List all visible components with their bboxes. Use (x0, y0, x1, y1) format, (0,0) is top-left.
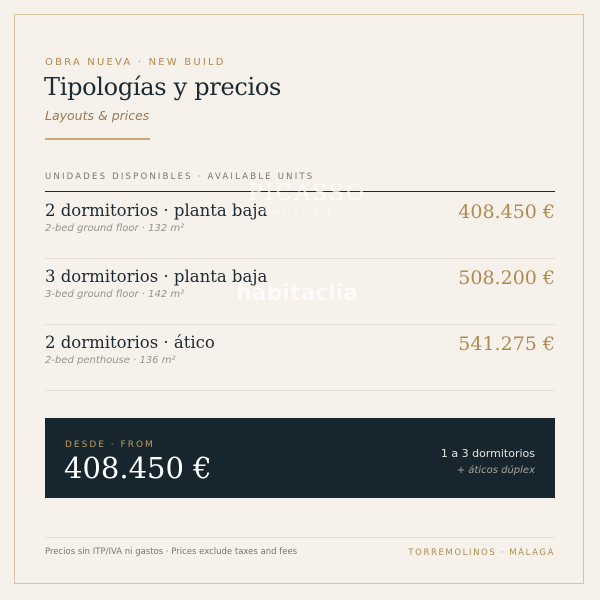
unit-row-3 (45, 325, 555, 391)
unit-title: 2 dormitorios · ático (45, 333, 215, 352)
title-divider (45, 138, 150, 140)
habitaclia-watermark: habitaclia (236, 281, 359, 306)
footer-disclaimer: Precios sin ITP/IVA ni gastos · Prices exclude taxes and fees (45, 547, 298, 557)
picasso-watermark-sub: REAL ESTATE (262, 209, 335, 216)
footer-divider (45, 537, 555, 538)
picasso-watermark: PICASSO (248, 181, 367, 206)
page-title: Tipologías y precios (44, 73, 282, 101)
page-subtitle: Layouts & prices (45, 108, 150, 123)
footer-location: TORREMOLINOS · MÁLAGA (408, 548, 555, 558)
units-section-label: UNIDADES DISPONIBLES · AVAILABLE UNITS (45, 172, 315, 182)
unit-subtitle: 2-bed ground floor · 132 m² (45, 223, 185, 234)
unit-price: 541.275 € (458, 333, 555, 355)
unit-subtitle: 3-bed ground floor · 142 m² (45, 289, 185, 300)
bedrooms-note: 1 a 3 dormitorios (440, 447, 535, 460)
unit-title: 2 dormitorios · planta baja (45, 201, 268, 220)
starting-price-label: DESDE · FROM (65, 440, 155, 450)
unit-subtitle: 2-bed penthouse · 136 m² (45, 355, 176, 366)
eyebrow-label: OBRA NUEVA · NEW BUILD (45, 57, 226, 68)
unit-title: 3 dormitorios · planta baja (45, 267, 268, 286)
penthouse-note: + áticos dúplex (456, 465, 535, 476)
unit-price: 508.200 € (458, 267, 555, 289)
unit-price: 408.450 € (458, 201, 555, 223)
starting-price-value: 408.450 € (64, 451, 212, 485)
starting-price-panel (45, 418, 555, 498)
